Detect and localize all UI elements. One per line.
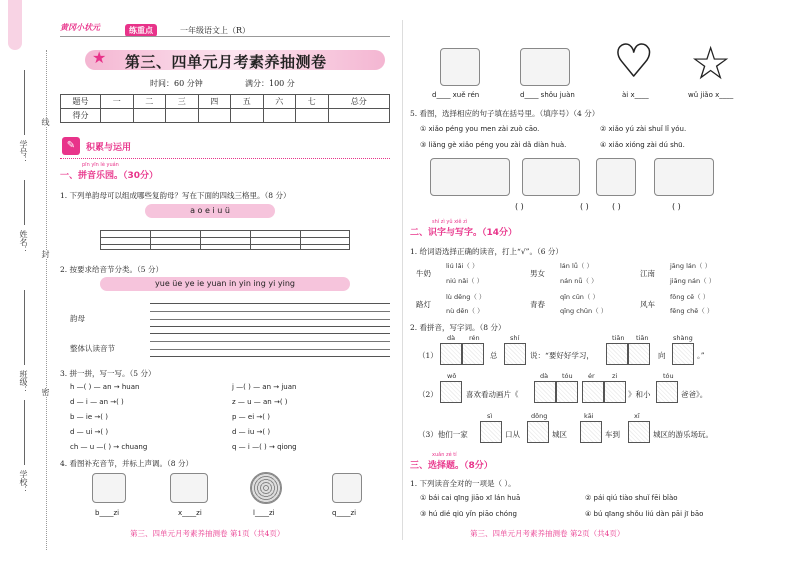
mark-secret: 密 [41, 388, 50, 396]
sec2-q2: 2. 看拼音，写字词。（8 分） [410, 323, 506, 332]
q2-label-finals: 韵母 [70, 314, 85, 323]
sec1-heading: pīn yīn lè yuán 一、拼音乐园。（30分） [60, 162, 159, 181]
q5-answer[interactable]: ( ) [580, 202, 589, 211]
q3-item: p — ei →( ) [232, 413, 270, 421]
sec2-heading: shí zì yǔ xiě zì 二、识字与写字。（14分） [410, 219, 518, 238]
reading-option[interactable]: jāng lán（ ） [670, 262, 712, 270]
reading-option[interactable]: qīn cūn（ ） [560, 293, 599, 301]
q4-blank[interactable]: l____zi [253, 509, 275, 517]
score-value-row: 得分 [61, 109, 390, 123]
section-banner-text: 积累与运用 [86, 143, 132, 153]
reading-option[interactable]: fēng chē（ ） [670, 307, 714, 315]
sec3-q1: 1. 下列读音全对的一项是（ ）。 [410, 479, 516, 488]
reading-option[interactable]: lán lǚ（ ） [560, 262, 593, 270]
reading-option[interactable]: fōng cē（ ） [670, 293, 710, 301]
char-box[interactable] [534, 381, 556, 403]
snowman-picture [440, 48, 480, 86]
word-group: 风车 [640, 300, 655, 309]
char-box[interactable] [628, 343, 650, 365]
char-box[interactable] [440, 343, 462, 365]
q4-blank[interactable]: x____zi [178, 509, 202, 517]
corner-decoration [8, 0, 22, 50]
reading-option[interactable]: lù dēng（ ） [446, 293, 486, 301]
char-box[interactable] [606, 343, 628, 365]
name-label: 姓名： [19, 230, 28, 254]
phone-picture [522, 158, 580, 196]
q3-item: b — ie →( ) [70, 413, 108, 421]
choice-option[interactable]: ① bái cai qīng jiāo xī lán huā [420, 494, 521, 502]
binding-strip [0, 0, 60, 562]
q4-blank[interactable]: b____zi [95, 509, 120, 517]
char-box[interactable] [504, 343, 526, 365]
footer-left: 第三、四单元月考素养抽测卷 第1页（共4页） [130, 529, 285, 538]
char-box[interactable] [580, 421, 602, 443]
header-badge: 练重点 [125, 24, 157, 37]
q3-item: d — i — an →( ) [70, 398, 124, 406]
book-icon: ✎ [62, 137, 80, 155]
char-box[interactable] [462, 343, 484, 365]
char-box[interactable] [604, 381, 626, 403]
q3-item: q — i —( ) → qiong [232, 443, 297, 451]
score-info: 满分：100 分 [245, 79, 295, 88]
page-divider [402, 20, 403, 540]
q5-option: ② xiǎo yú zài shuǐ lǐ yóu. [600, 125, 687, 133]
reading-option[interactable]: nù dēn（ ） [446, 307, 484, 315]
word-group: 江南 [640, 269, 655, 278]
page-title: 第三、四单元月考素养抽测卷 [125, 53, 327, 71]
exercise-picture [654, 158, 714, 196]
wheel-picture [250, 472, 282, 504]
syllable-pill: yue üe ye ie yuan in yin ing yi ying [100, 277, 350, 291]
q4-blank[interactable]: q____zi [332, 509, 357, 517]
q5-option: ① xiǎo péng you men zài zuò cāo. [420, 125, 540, 133]
school-line [24, 400, 25, 465]
sec3-heading: xuǎn zé tí 三、选择题。（8分） [410, 452, 493, 471]
star-outline-icon: ☆ [690, 36, 732, 90]
mark-line: 线 [41, 118, 50, 126]
star-icon: ★ [92, 48, 107, 67]
student-id-label: 学号： [19, 140, 28, 164]
heart-icon: ♥ [614, 36, 654, 87]
word-group: 青春 [530, 300, 545, 309]
choice-option[interactable]: ④ bú qīang shǒu liú dàn pāi jī bāo [585, 510, 704, 518]
quilt-picture [92, 473, 126, 503]
sec1-q5: 5. 看图，选择相应的句子填在括号里。（填序号）（4 分） [410, 109, 600, 118]
handkerchief-picture [520, 48, 570, 86]
four-line-grid[interactable] [100, 230, 350, 250]
q2-label-whole: 整体认读音节 [70, 344, 115, 353]
fish-picture [430, 158, 510, 196]
id-line [24, 70, 25, 135]
q3-item: h —( ) — an → huan [70, 383, 140, 391]
reading-option[interactable]: niú nǎi（ ） [446, 277, 484, 285]
char-box[interactable] [628, 421, 650, 443]
top-blank[interactable]: wǔ jiǎo x____ [688, 91, 734, 99]
q3-item: d — iu →( ) [232, 428, 271, 436]
bear-picture [596, 158, 636, 196]
q3-item: ch — u —( ) → chuang [70, 443, 148, 451]
word-group: 路灯 [416, 300, 431, 309]
header-subject: 一年级语文上（R） [180, 26, 251, 35]
reading-option[interactable]: qīng chūn（ ） [560, 307, 608, 315]
score-header-row: 题号 一 二 三 四 五 六 七 总分 [61, 95, 390, 109]
shoes-picture [170, 473, 208, 503]
score-table [60, 94, 390, 123]
word-group: 男女 [530, 269, 545, 278]
q5-answer[interactable]: ( ) [515, 202, 524, 211]
char-box[interactable] [656, 381, 678, 403]
vowel-pill: a o e i u ü [145, 204, 275, 218]
q5-answer[interactable]: ( ) [672, 202, 681, 211]
word-group: 牛奶 [416, 269, 431, 278]
class-line [24, 290, 25, 365]
sec1-q3: 3. 拼一拼，写一写。（5 分） [60, 369, 156, 378]
reading-option[interactable]: liú lǎi（ ） [446, 262, 479, 270]
q3-item: z — u — an →( ) [232, 398, 288, 406]
header-rule [60, 36, 390, 37]
top-blank[interactable]: ài x____ [622, 91, 649, 99]
banner-dotted-rule [60, 158, 390, 159]
char-box[interactable] [527, 421, 549, 443]
sec1-q4: 4. 看图补充音节，并标上声调。（8 分） [60, 459, 193, 468]
q5-option: ④ xiǎo xióng zài dú shū. [600, 141, 685, 149]
reading-option[interactable]: jiāng nán（ ） [670, 277, 716, 285]
char-box[interactable] [672, 343, 694, 365]
char-box[interactable] [480, 421, 502, 443]
section-banner [60, 137, 170, 155]
sec1-q1: 1. 下列单韵母可以组成哪些复韵母？写在下面的四线三格里。（8 分） [60, 191, 291, 200]
choice-option[interactable]: ③ hú dié qiū yǐn piāo chóng [420, 510, 517, 518]
dress-picture [332, 473, 362, 503]
time-info: 时间：60 分钟 [150, 79, 203, 88]
q3-item: d — ui →( ) [70, 428, 109, 436]
whole-writing-lines[interactable] [150, 333, 390, 357]
top-blank[interactable]: d____ shǒu juàn [520, 91, 575, 99]
q3-item: j —( ) — an → juan [232, 383, 297, 391]
school-label: 学校： [19, 470, 28, 494]
q5-option: ③ liǎng gè xiǎo péng you zài dǎ diàn huà. [420, 141, 567, 149]
q5-answer[interactable]: ( ) [612, 202, 621, 211]
char-box[interactable] [556, 381, 578, 403]
top-blank[interactable]: d____ xuě rén [432, 91, 480, 99]
sec2-q1: 1. 给词语选择正确的读音，打上“√”。（6 分） [410, 247, 563, 256]
char-box[interactable] [582, 381, 604, 403]
char-box[interactable] [440, 381, 462, 403]
mark-seal: 封 [41, 250, 50, 258]
finals-writing-lines[interactable] [150, 303, 390, 327]
choice-option[interactable]: ② pái qiú tiào shuǐ fēi bǐào [585, 494, 678, 502]
logo: 黄冈小状元 [60, 23, 100, 32]
reading-option[interactable]: nán nǚ（ ） [560, 277, 598, 285]
sec1-q2: 2. 按要求给音节分类。（5 分） [60, 265, 163, 274]
name-line [24, 180, 25, 225]
class-label: 班级： [19, 370, 28, 394]
footer-right: 第三、四单元月考素养抽测卷 第2页（共4页） [470, 529, 625, 538]
